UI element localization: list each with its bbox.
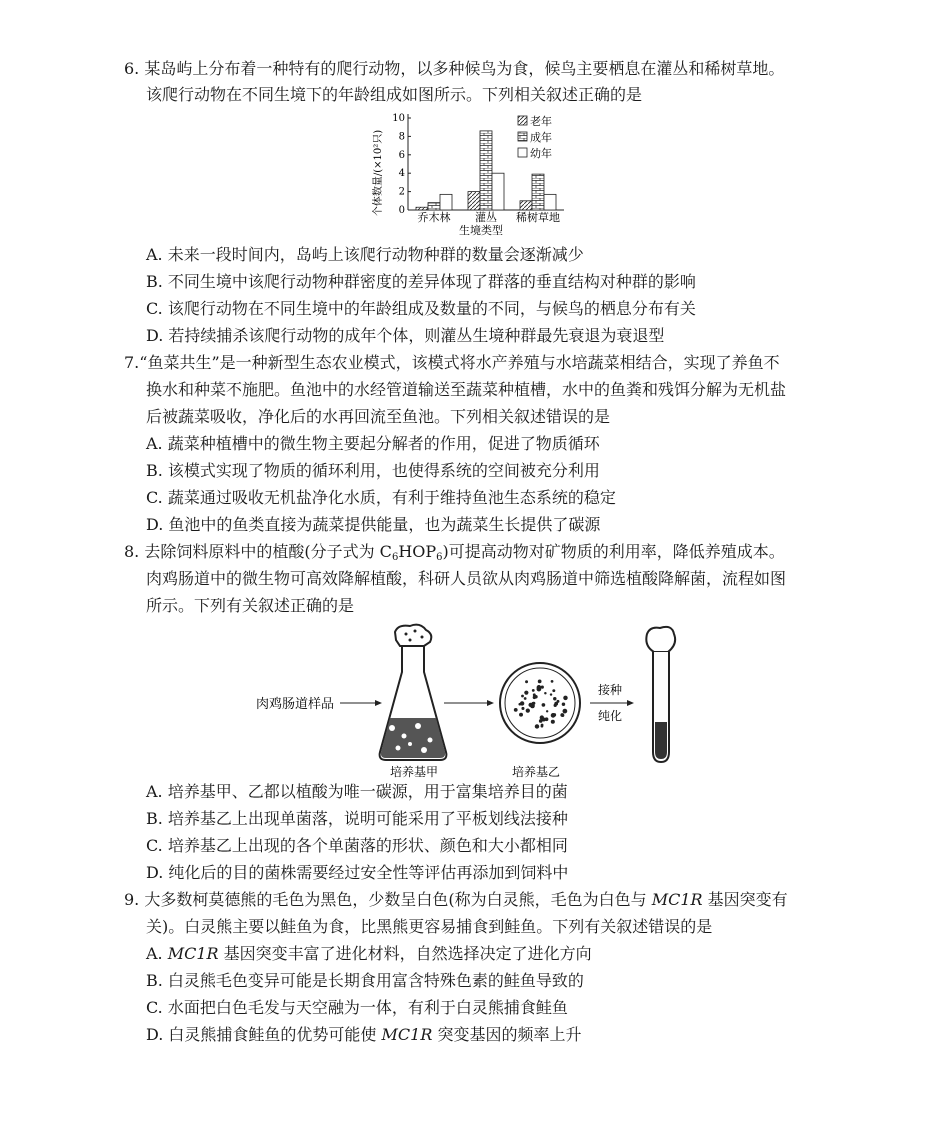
- plate-label: 培养基乙: [512, 765, 561, 779]
- q7-option-a: A. 蔬菜种植槽中的微生物主要起分解者的作用，促进了物质循环: [146, 434, 600, 453]
- q9-option-d: D. 白灵熊捕食鲑鱼的优势可能使 MC1R 突变基因的频率上升: [146, 1025, 582, 1044]
- screening-flow-diagram: [240, 622, 710, 782]
- legend-label: 幼年: [530, 147, 552, 160]
- x-tick-label: 灌丛: [475, 211, 497, 224]
- colony-dot: [537, 685, 542, 690]
- colony-dot: [544, 692, 546, 694]
- q8-stem-line3: 所示。下列有关叙述正确的是: [146, 596, 355, 615]
- x-axis-label: 生境类型: [459, 224, 503, 237]
- colony-dot: [562, 703, 565, 706]
- q8-option-a: A. 培养基甲、乙都以植酸为唯一碳源，用于富集培养目的菌: [146, 782, 568, 801]
- colony-dot: [550, 693, 552, 695]
- x-tick-label: 乔木林: [417, 211, 451, 224]
- bar-成年-稀树草地: [532, 174, 544, 210]
- arrow-3: [590, 700, 634, 706]
- bar-老年-乔木林: [416, 207, 428, 210]
- q9-option-c: C. 水面把白色毛发与天空融为一体，有利于白灵熊捕食鲑鱼: [146, 998, 568, 1017]
- y-tick-label: 0: [398, 205, 405, 216]
- legend-swatch: [518, 132, 527, 141]
- q6-option-d: D. 若持续捕杀该爬行动物的成年个体，则灌丛生境种群最先衰退为衰退型: [146, 326, 665, 345]
- legend-label: 老年: [530, 115, 552, 128]
- bar-老年-灌丛: [468, 192, 480, 210]
- q7-option-d: D. 鱼池中的鱼类直接为蔬菜提供能量，也为蔬菜生长提供了碳源: [146, 515, 601, 534]
- colony-dot: [521, 707, 524, 710]
- y-tick-label: 2: [398, 186, 405, 198]
- q7-stem-line3: 后被蔬菜吸收，净化后的水再回流至鱼池。下列相关叙述错误的是: [146, 407, 611, 426]
- colony-dot: [521, 695, 524, 698]
- colony-dot: [532, 689, 535, 692]
- q7-stem-line2: 换水和种菜不施肥。鱼池中的水经管道输送至蔬菜种植槽，水中的鱼粪和残饵分解为无机盐: [146, 380, 787, 399]
- y-axis-label: 个体数量/(×10²只): [373, 129, 384, 217]
- colony-dot: [538, 680, 542, 684]
- colony-dot: [553, 697, 556, 700]
- y-tick-label: 6: [398, 149, 405, 161]
- q9-stem-line2: 关)。白灵熊主要以鲑鱼为食，比黑熊更容易捕食到鲑鱼。下列有关叙述错误的是: [146, 917, 713, 936]
- q6-option-b: B. 不同生境中该爬行动物种群密度的差异体现了群落的垂直结构对种群的影响: [146, 272, 696, 291]
- colony-dot: [532, 702, 535, 705]
- colony-dot: [533, 696, 536, 699]
- colony-dot: [563, 709, 568, 714]
- q9-option-b: B. 白灵熊毛色变异可能是长期食用富含特殊色素的鲑鱼导致的: [146, 971, 584, 990]
- q8-stem-line2: 肉鸡肠道中的微生物可高效降解植酸，科研人员欲从肉鸡肠道中筛选植酸降解菌，流程如图: [146, 569, 787, 588]
- colony-dot: [546, 710, 548, 712]
- chart-legend: [518, 114, 552, 160]
- colony-dot: [519, 713, 523, 717]
- bar-幼年-乔木林: [440, 194, 452, 210]
- step-label-purify: 纯化: [598, 709, 623, 723]
- bar-幼年-稀树草地: [544, 194, 556, 210]
- arrow-1: [340, 700, 382, 706]
- bar-幼年-灌丛: [492, 173, 504, 210]
- q6-stem-line2: 该爬行动物在不同生境下的年龄组成如图所示。下列相关叙述正确的是: [146, 85, 643, 104]
- colony-dot: [552, 689, 555, 692]
- y-tick-label: 4: [398, 168, 405, 180]
- q7-stem-line1: 7.“鱼菜共生”是一种新型生态农业模式，该模式将水产养殖与水培蔬菜相结合，实现了养鱼不: [124, 353, 780, 372]
- colony-dot: [524, 691, 528, 695]
- q7-option-b: B. 该模式实现了物质的循环利用，也使得系统的空间被充分利用: [146, 461, 600, 480]
- gene-name: MC1R: [167, 944, 219, 963]
- colony-dot: [551, 720, 555, 724]
- colony-dot: [542, 703, 546, 707]
- colony-dot: [520, 701, 524, 705]
- sample-label: 肉鸡肠道样品: [256, 697, 335, 712]
- x-tick-label: 稀树草地: [516, 211, 560, 224]
- legend-swatch: [518, 116, 527, 125]
- petri-dish-icon: [500, 663, 580, 743]
- colony-dot: [524, 697, 527, 700]
- y-tick-label: 8: [398, 131, 405, 143]
- q6-option-a: A. 未来一段时间内，岛屿上该爬行动物种群的数量会逐渐减少: [146, 245, 584, 264]
- colony-dot: [553, 713, 556, 716]
- colony-dot: [561, 714, 564, 717]
- gene-name: MC1R: [651, 890, 703, 909]
- legend-label: 成年: [530, 131, 552, 144]
- colony-dot: [525, 680, 528, 683]
- q8-option-d: D. 纯化后的目的菌株需要经过安全性等评估再添加到饲料中: [146, 863, 569, 882]
- culture-flask-icon: [380, 625, 447, 760]
- colony-dot: [554, 702, 558, 706]
- bar-成年-灌丛: [480, 131, 492, 210]
- q8-option-c: C. 培养基乙上出现的各个单菌落的形状、颜色和大小都相同: [146, 836, 568, 855]
- q8-option-b: B. 培养基乙上出现单菌落，说明可能采用了平板划线法接种: [146, 809, 568, 828]
- q9-stem-line1: 9. 大多数柯莫德熊的毛色为黑色，少数呈白色(称为白灵熊，毛色为白色与 MC1R 基因突变有: [124, 890, 788, 909]
- legend-swatch: [518, 148, 527, 157]
- colony-dot: [541, 725, 544, 728]
- q6-stem-line1: 6. 某岛屿上分布着一种特有的爬行动物，以多种候鸟为食，候鸟主要栖息在灌丛和稀树草地。: [124, 59, 785, 78]
- arrow-2: [444, 700, 494, 706]
- colony-dot: [540, 715, 544, 719]
- q6-option-c: C. 该爬行动物在不同生境中的年龄组成及数量的不同，与候鸟的栖息分布有关: [146, 299, 696, 318]
- bar-老年-稀树草地: [520, 201, 532, 210]
- bar-成年-乔木林: [428, 203, 440, 210]
- colony-dot: [551, 680, 554, 683]
- colony-dot: [563, 696, 567, 700]
- step-label-inoculate: 接种: [598, 683, 623, 697]
- y-tick-label: 10: [392, 113, 405, 124]
- gene-name: MC1R: [381, 1025, 433, 1044]
- colony-dot: [514, 708, 518, 712]
- test-tube-icon: [646, 627, 675, 762]
- flask-label: 培养基甲: [390, 765, 439, 779]
- q8-stem-line1: 8. 去除饲料原料中的植酸(分子式为 $C_6HOP_6$)可提高动物对矿物质的利用率，降低养殖成本。: [124, 542, 785, 563]
- colony-dot: [535, 724, 539, 728]
- q9-option-a: A. MC1R 基因突变丰富了进化材料，自然选择决定了进化方向: [146, 944, 592, 963]
- age-structure-bar-chart: [368, 108, 608, 240]
- q7-option-c: C. 蔬菜通过吸收无机盐净化水质，有利于维持鱼池生态系统的稳定: [146, 488, 616, 507]
- colony-dot: [526, 709, 530, 713]
